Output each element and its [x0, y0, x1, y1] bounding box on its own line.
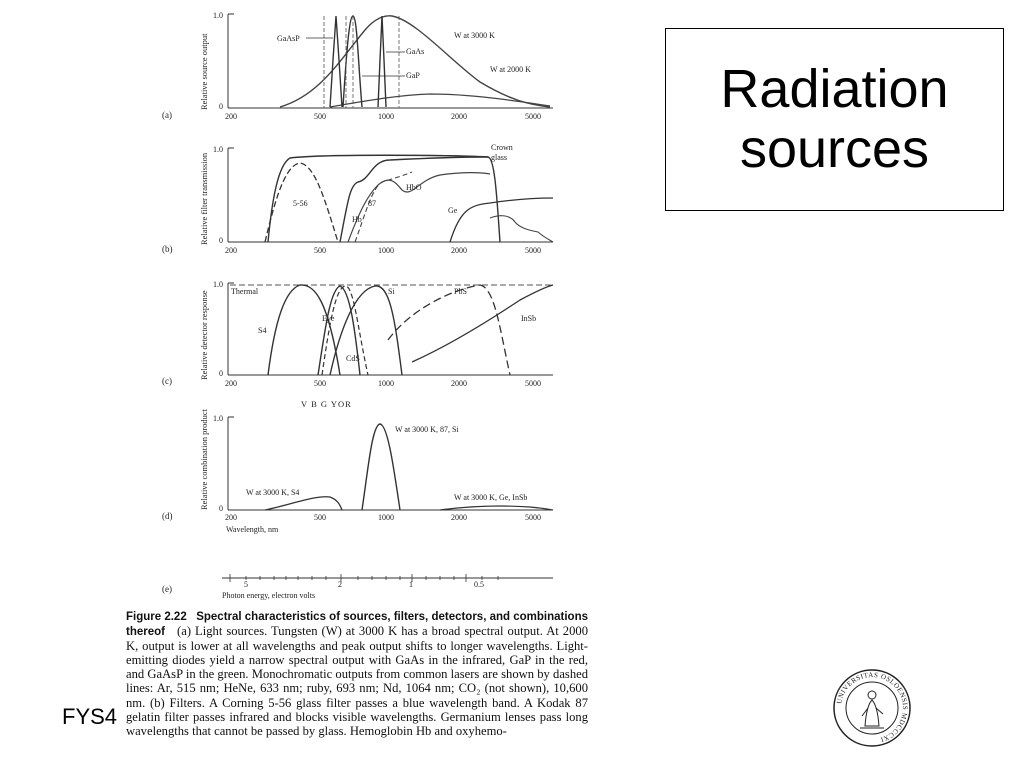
curve-gaas [378, 16, 386, 107]
panel-e-tick: 1 [409, 580, 413, 589]
panel-a-xtick: 200 [225, 112, 237, 121]
panel-d-xtick: 200 [225, 513, 237, 522]
panel-b-xtick: 5000 [525, 246, 541, 255]
curve-label: GaAs [406, 47, 425, 56]
panel-e-tick: 5 [244, 580, 248, 589]
curve-insb [412, 285, 553, 362]
panel-a-xtick: 5000 [525, 112, 541, 121]
panel-b-xtick: 200 [225, 246, 237, 255]
curve-label: HbO [406, 183, 422, 192]
panel-c-label: (c) [162, 376, 172, 386]
curve-w-87-si [362, 424, 400, 510]
panel-e-tick: 2 [338, 580, 342, 589]
panel-c-ytick-bottom: 0 [219, 369, 223, 378]
color-letters: V B G YOR [301, 399, 352, 409]
curve-w-ge-insb [440, 506, 553, 510]
curve-label: W at 3000 K, Ge, InSb [454, 493, 528, 502]
panel-c-xtick: 1000 [378, 379, 394, 388]
panel-d-xlabel: Wavelength, nm [226, 525, 279, 534]
seal-text: UNIVERSITAS OSLOENSIS MDCCCXI [835, 670, 910, 744]
figure-caption [126, 609, 588, 738]
panel-a-xtick: 500 [314, 112, 326, 121]
curve-label: glass [491, 153, 507, 162]
curve-s4 [268, 285, 340, 375]
caption-heading: Spectral characteristics of sources, filters, detectors, and combinations thereof [126, 611, 589, 639]
slide-title-box [665, 28, 1004, 211]
panel-b-xtick: 1000 [378, 246, 394, 255]
curve-label: W at 2000 K [490, 65, 531, 74]
seal-icon [832, 668, 912, 748]
curve-label: Eye [322, 314, 335, 323]
curve-label: S4 [258, 326, 267, 335]
panel-c-ylabel: Relative detector response [199, 290, 209, 380]
panel-d-xtick: 500 [314, 513, 326, 522]
university-seal-logo [832, 668, 912, 748]
footer-text: FYS4 [62, 704, 118, 729]
panel-d-xtick: 5000 [525, 513, 541, 522]
curve-label: CdS [346, 354, 360, 363]
panel-c-xtick: 200 [225, 379, 237, 388]
curve-ge [450, 198, 553, 242]
caption-body: (a) Light sources. Tungsten (W) at 3000 K has a broad spectral output. At 2000 K, output is lower at all wavelengths and peak output shifts to longer wavelengths. Light-emitting diodes yield a narrow spectral output with GaAs in the infrared, GaP in the red, and GaAsP in the green. Monochromatic outputs from common lasers are shown by dashed lines: Ar, 515 nm; HeNe, 633 nm; ruby, 693 nm; Nd, 1064 nm; CO₂ (not shown), 10,600 nm. (b) Filters. A Corning 5-56 glass filter passes a blue wavelength band. A Kodak 87 gelatin filter passes infrared and blocks visible wavelengths. Germanium lenses pass long wavelengths that cannot be passed by glass. Hemoglobin Hb and oxyhemo- [126, 624, 588, 738]
curve-label: Hb [352, 215, 362, 224]
curve-label: W at 3000 K, S4 [246, 488, 300, 497]
curve-label: Crown [491, 143, 513, 152]
panel-b [162, 143, 553, 255]
slide-title: Radiation sources [720, 59, 949, 179]
curve-w-3000k [280, 16, 550, 107]
panel-b-label: (b) [162, 244, 173, 254]
curve-label: Si [388, 287, 395, 296]
panel-e-tick: 0.5 [474, 580, 484, 589]
panel-c-xtick: 500 [314, 379, 326, 388]
panel-d-xtick: 2000 [451, 513, 467, 522]
panel-a-xtick: 2000 [451, 112, 467, 121]
curve-label: Ge [448, 206, 458, 215]
curve-cds [322, 286, 368, 375]
panel-a-ytick-top: 1.0 [213, 11, 223, 20]
panel-a-xtick: 1000 [378, 112, 394, 121]
curve-label: W at 3000 K [454, 31, 495, 40]
curve-hb [355, 172, 412, 242]
panel-b-ylabel: Relative filter transmission [199, 152, 209, 245]
curve-label: GaAsP [277, 34, 300, 43]
panel-b-xtick: 500 [314, 246, 326, 255]
panel-e-xlabel: Photon energy, electron volts [222, 591, 316, 600]
curve-si [330, 286, 402, 375]
panel-b-ytick-bottom: 0 [219, 236, 223, 245]
panel-a-ytick-bottom: 0 [219, 102, 223, 111]
panel-d-xtick: 1000 [378, 513, 394, 522]
panel-d-ytick-top: 1.0 [213, 414, 223, 423]
panel-c-ytick-top: 1.0 [213, 280, 223, 289]
panel-a [162, 11, 553, 121]
panel-d-label: (d) [162, 511, 173, 521]
curve-87 [340, 157, 488, 242]
panel-c-xtick: 2000 [451, 379, 467, 388]
curve-pbs [388, 285, 510, 375]
panel-d [162, 408, 553, 534]
panel-b-ytick-top: 1.0 [213, 145, 223, 154]
panel-a-label: (a) [162, 110, 172, 120]
panel-c-xtick: 5000 [525, 379, 541, 388]
panel-e [162, 574, 553, 600]
curve-label: Thermal [231, 287, 259, 296]
panel-a-ylabel: Relative source output [199, 33, 209, 110]
curve-label: W at 3000 K, 87, Si [395, 425, 459, 434]
curve-label: 5-56 [293, 199, 308, 208]
panel-b-xtick: 2000 [451, 246, 467, 255]
curve-w-s4 [265, 497, 342, 510]
curve-label: GaP [406, 71, 420, 80]
panel-e-label: (e) [162, 584, 172, 594]
curve-label: PbS [454, 287, 467, 296]
panel-d-ylabel: Relative combination product [199, 408, 209, 510]
curve-label: 87 [368, 199, 376, 208]
panel-d-ytick-bottom: 0 [219, 504, 223, 513]
caption-figure-label: Figure 2.22 [126, 611, 187, 623]
curve-label: InSb [521, 314, 537, 323]
panel-c [162, 280, 553, 409]
